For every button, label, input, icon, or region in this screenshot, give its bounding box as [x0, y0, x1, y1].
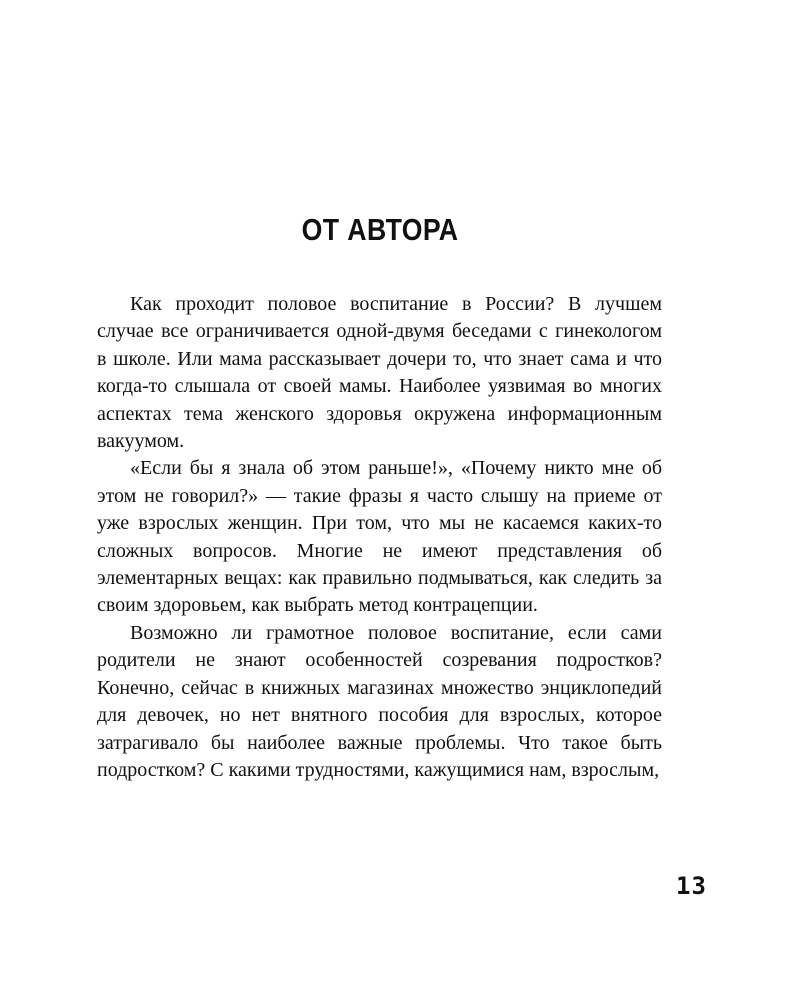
- paragraph: Как проходит половое воспитание в России? В лучшем случае все ограничивается одной-двумя беседами с гинекологом в школе. Или мама рассказывает дочери то, что знает сама и что когда-то слышала от своей мамы. Наиболее уязвимая во многих аспектах тема женского здоровья окружена информационным вакуумом.: [97, 293, 662, 453]
- paragraph: «Если бы я знала об этом раньше!», «Почему никто мне об этом не говорил?» — такие фразы я часто слышу на приеме от уже взрослых женщин. При том, что мы не касаемся каких-то сложных вопросов. Многие не имеют представления об элементарных вещах: как правильно подмываться, как следить за своим здоровьем, как выбрать метод контрацепции.: [97, 457, 662, 617]
- paragraph: Возможно ли грамотное половое воспитание, если сами родители не знают особенностей созревания подростков? Конечно, сейчас в книжных магазинах множество энциклопедий для девочек, но нет внятного пособия для взрослых, которое затрагивало бы наиболее важные проблемы. Что такое быть подростком? С какими трудностями, кажущимися нам, взрослым,: [97, 621, 662, 781]
- body-text: [97, 291, 662, 784]
- chapter-title: ОТ АВТОРА: [301, 212, 459, 247]
- page-number: 13: [676, 872, 707, 900]
